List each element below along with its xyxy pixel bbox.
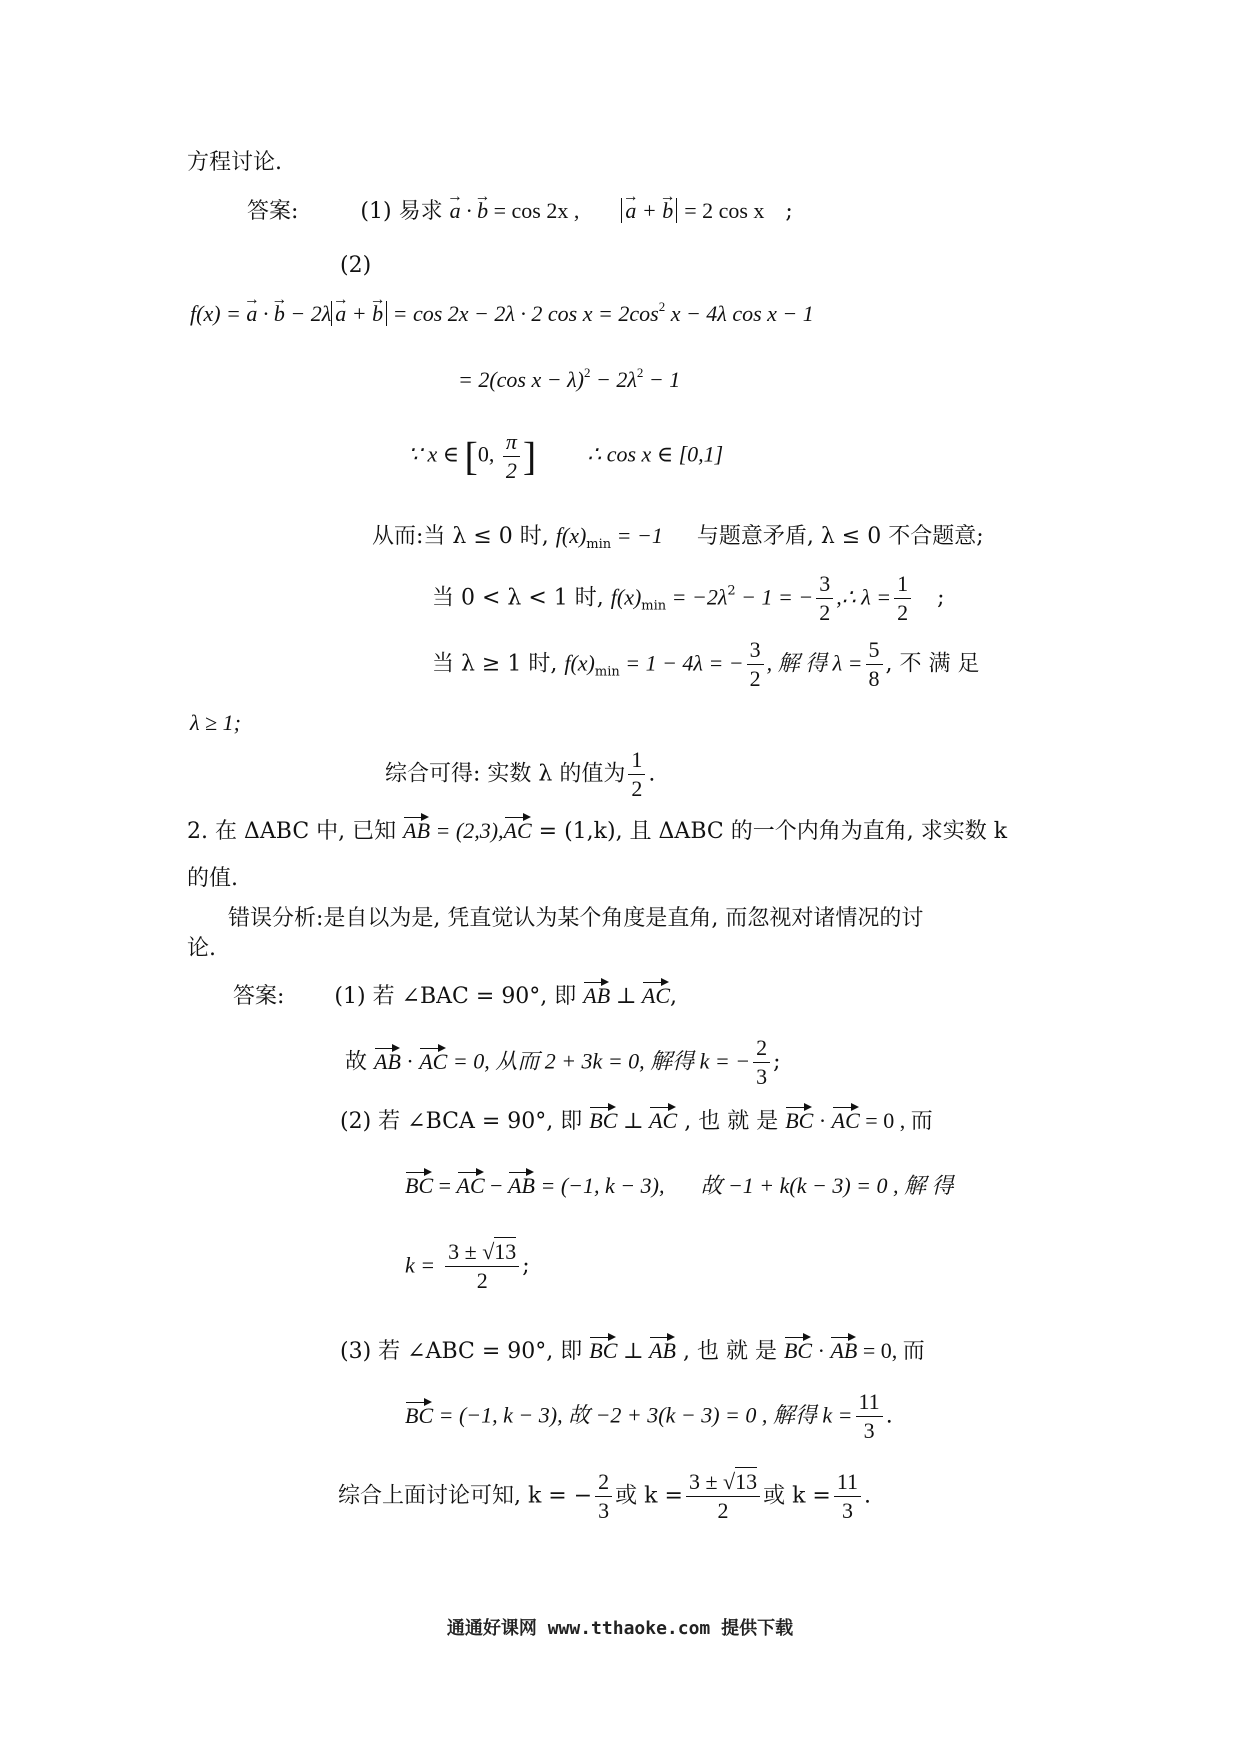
error-analysis: 错误分析:是自以为是, 凭直觉认为某个角度是直角, 而忽视对诸情况的讨 bbox=[228, 906, 924, 931]
case-3-continued: λ ≥ 1; bbox=[190, 710, 241, 735]
domain-line: ∵ x ∈ [0, $\frac{\pi}{2}$ ] ∴ cos x ∈ [0,1] bbox=[408, 429, 724, 484]
p2-case-2: (2) 若 ∠BCA = 90°, 即 BC ⊥ AC , 也 就 是 BC · AC = 0 , 而 bbox=[340, 1108, 933, 1134]
answer-line-1: 答案: (1) 易求 → a · → b = cos 2x , → a + → b = 2 cos x ; bbox=[247, 200, 793, 223]
f-definition: f(x) = → a · → b − 2λ→ a + → b = cos 2x − 2λ · 2 $\cos x = 2\cos^2$ x − 4λ cos x − 1 bbox=[190, 300, 814, 325]
problem-2-cont: 的值. bbox=[187, 866, 238, 891]
p2-case-3-result: BC = (−1, k − 3), 故 −2 + 3(k − 3) = 0 , 解得 k = $\frac{11}{3}$ . bbox=[405, 1389, 893, 1444]
case-1: 从而:当 λ ≤ 0 时, $f(x)_{min} = -1$ 与题意矛盾, λ ≤ 0 不合题意; bbox=[372, 523, 984, 552]
problem-2: 2. 在 ΔABC 中, 已知 AB = (2,3),AC = (1,k), 且 ΔABC 的一个内角为直角, 求实数 k bbox=[187, 818, 1008, 844]
intro-text: 方程讨论. bbox=[187, 150, 282, 175]
error-analysis-cont: 论. bbox=[187, 936, 216, 961]
summary-1: 综合可得: 实数 λ 的值为 $\frac{1}{2}$ . bbox=[385, 747, 656, 802]
answer-label: 答案: bbox=[247, 199, 299, 224]
p2-case-2-k: k = $\frac{3 \pm √13}{2}$ ; bbox=[405, 1239, 530, 1294]
step2-label: (2) bbox=[340, 253, 372, 278]
p2-case-1-result: 故 AB · AC = 0, 从而 2 + 3k = 0, 解得 k = − $\frac{2}{3}$ ; bbox=[345, 1035, 781, 1090]
p2-case-1: 答案: (1) 若 ∠BAC = 90°, 即 AB ⊥ AC, bbox=[233, 983, 678, 1009]
footer-credit: 通通好课网 www.tthaoke.com 提供下载 bbox=[446, 1618, 794, 1639]
p2-case-3: (3) 若 ∠ABC = 90°, 即 BC ⊥ AB , 也 就 是 BC · AB = 0, 而 bbox=[340, 1338, 925, 1364]
summary-2: 综合上面讨论可知, k = − $\frac{2}{3}$ 或 k = $\frac{3 \pm √13}{2}$ 或 k = $\frac{11}{3}$ . bbox=[338, 1469, 872, 1524]
case-2: 当 0 < λ < 1 时, $f(x)_{min} = -2\lambda^2 - 1$ = − $\frac{3}{2}$ ,∴ λ = $\frac{1}{2}$ ; bbox=[432, 571, 945, 626]
p2-case-2-bc: BC = AC − AB = (−1, k − 3), 故 −1 + k(k − 3) = 0 , 解 得 bbox=[405, 1173, 954, 1198]
f-completed-square: = 2(cos $x - \lambda)^2 - 2\lambda^2 - 1$ bbox=[458, 365, 681, 392]
case-3: 当 λ ≥ 1 时, $f(x)_{min} = 1 - 4\lambda$ = − $\frac{3}{2}$ , 解 得 λ = $\frac{5}{8}$ , 不 满 足 bbox=[432, 637, 980, 692]
